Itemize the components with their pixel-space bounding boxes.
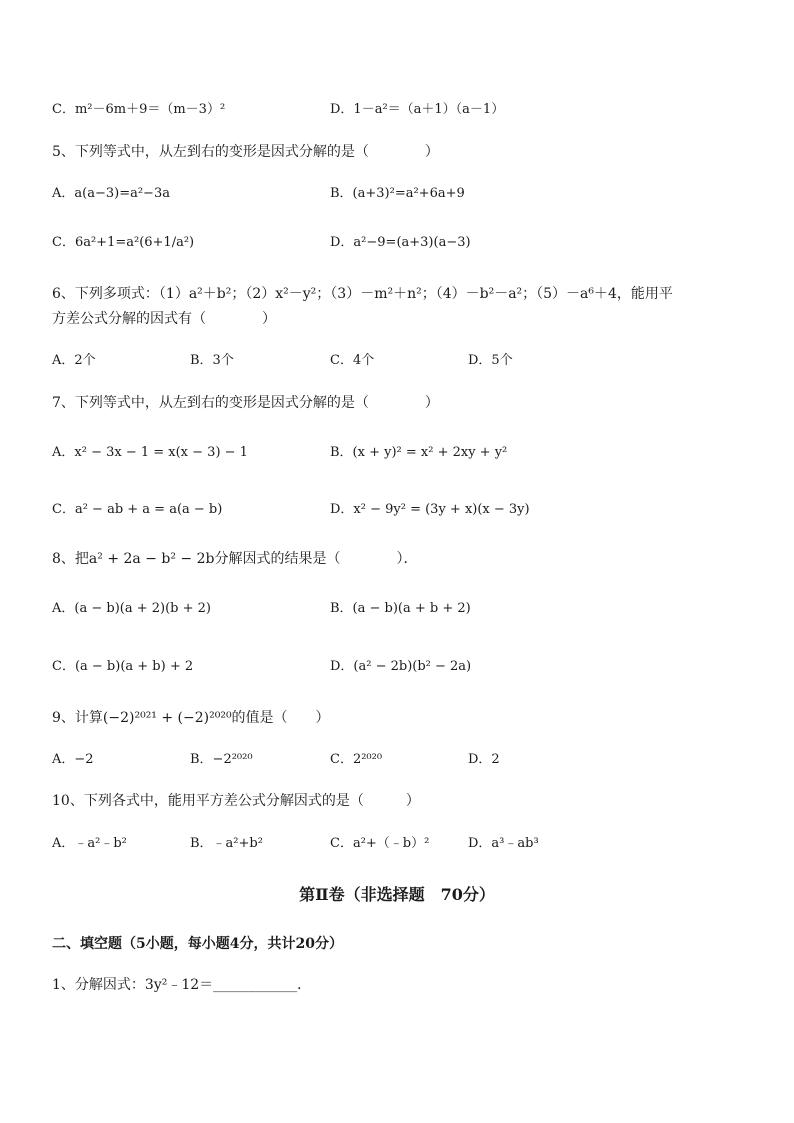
fill1-stem: 1、分解因式：3y²﹣12＝____________． <box>52 977 312 993</box>
q9-option-d: D．2 <box>468 752 500 767</box>
q10-option-c: C．a²+（﹣b）² <box>330 836 430 851</box>
q7-option-b: B．(x + y)² = x² + 2xy + y² <box>330 445 508 460</box>
q6-stem-line2: 方差公式分解的因式有（ ） <box>52 311 276 327</box>
q5-option-b: B．(a+3)²=a²+6a+9 <box>330 186 465 201</box>
q10-option-a: A．﹣a²﹣b² <box>52 836 127 851</box>
q6-option-c: C．4个 <box>330 353 375 368</box>
q5-stem: 5、下列等式中，从左到右的变形是因式分解的是（ ） <box>52 144 439 160</box>
q5-option-d: D．a²−9=(a+3)(a−3) <box>330 235 471 250</box>
q9-option-b: B．−2²⁰²⁰ <box>190 752 253 767</box>
q6-option-b: B．3个 <box>190 353 234 368</box>
q5-option-c: C．6a²+1=a²(6+1/a²) <box>52 235 195 250</box>
q8-stem: 8、把a² + 2a − b² − 2b分解因式的结果是（ ）． <box>52 551 418 567</box>
q6-stem-line1: 6、下列多项式：（1）a²＋b²；（2）x²－y²；（3）－m²＋n²；（4）－b²－a²；（5）－a⁶＋4，能用平 <box>52 286 673 302</box>
section-title: 第Ⅱ卷（非选择题 70分） <box>299 885 495 904</box>
q8-option-b: B．(a − b)(a + b + 2) <box>330 601 471 616</box>
q4-option-c: C．m²－6m＋9＝（m－3）² <box>52 102 226 117</box>
q9-option-a: A．−2 <box>52 752 94 767</box>
q8-option-d: D．(a² − 2b)(b² − 2a) <box>330 659 472 674</box>
q4-option-d: D．1－a²＝（a＋1）（a－1） <box>330 102 505 117</box>
q10-option-b: B．﹣a²+b² <box>190 836 263 851</box>
q7-option-a: A．x² − 3x − 1 = x(x − 3) − 1 <box>52 445 248 460</box>
q10-stem: 10、下列各式中，能用平方差公式分解因式的是（ ） <box>52 793 420 809</box>
q6-option-d: D．5个 <box>468 353 513 368</box>
q5-option-a: A．a(a−3)=a²−3a <box>52 186 170 201</box>
q9-option-c: C．2²⁰²⁰ <box>330 752 383 767</box>
q8-option-a: A．(a − b)(a + 2)(b + 2) <box>52 601 211 616</box>
q9-stem: 9、计算(−2)²⁰²¹ + (−2)²⁰²⁰的值是（ ） <box>52 710 330 726</box>
q7-option-d: D．x² − 9y² = (3y + x)(x − 3y) <box>330 502 530 517</box>
q10-option-d: D．a³﹣ab³ <box>468 836 539 851</box>
q6-option-a: A．2个 <box>52 353 96 368</box>
q7-option-c: C．a² − ab + a = a(a − b) <box>52 502 223 517</box>
part-title: 二、填空题（5小题，每小题4分，共计20分） <box>52 936 343 952</box>
q7-stem: 7、下列等式中，从左到右的变形是因式分解的是（ ） <box>52 395 439 411</box>
q8-option-c: C．(a − b)(a + b) + 2 <box>52 659 194 674</box>
